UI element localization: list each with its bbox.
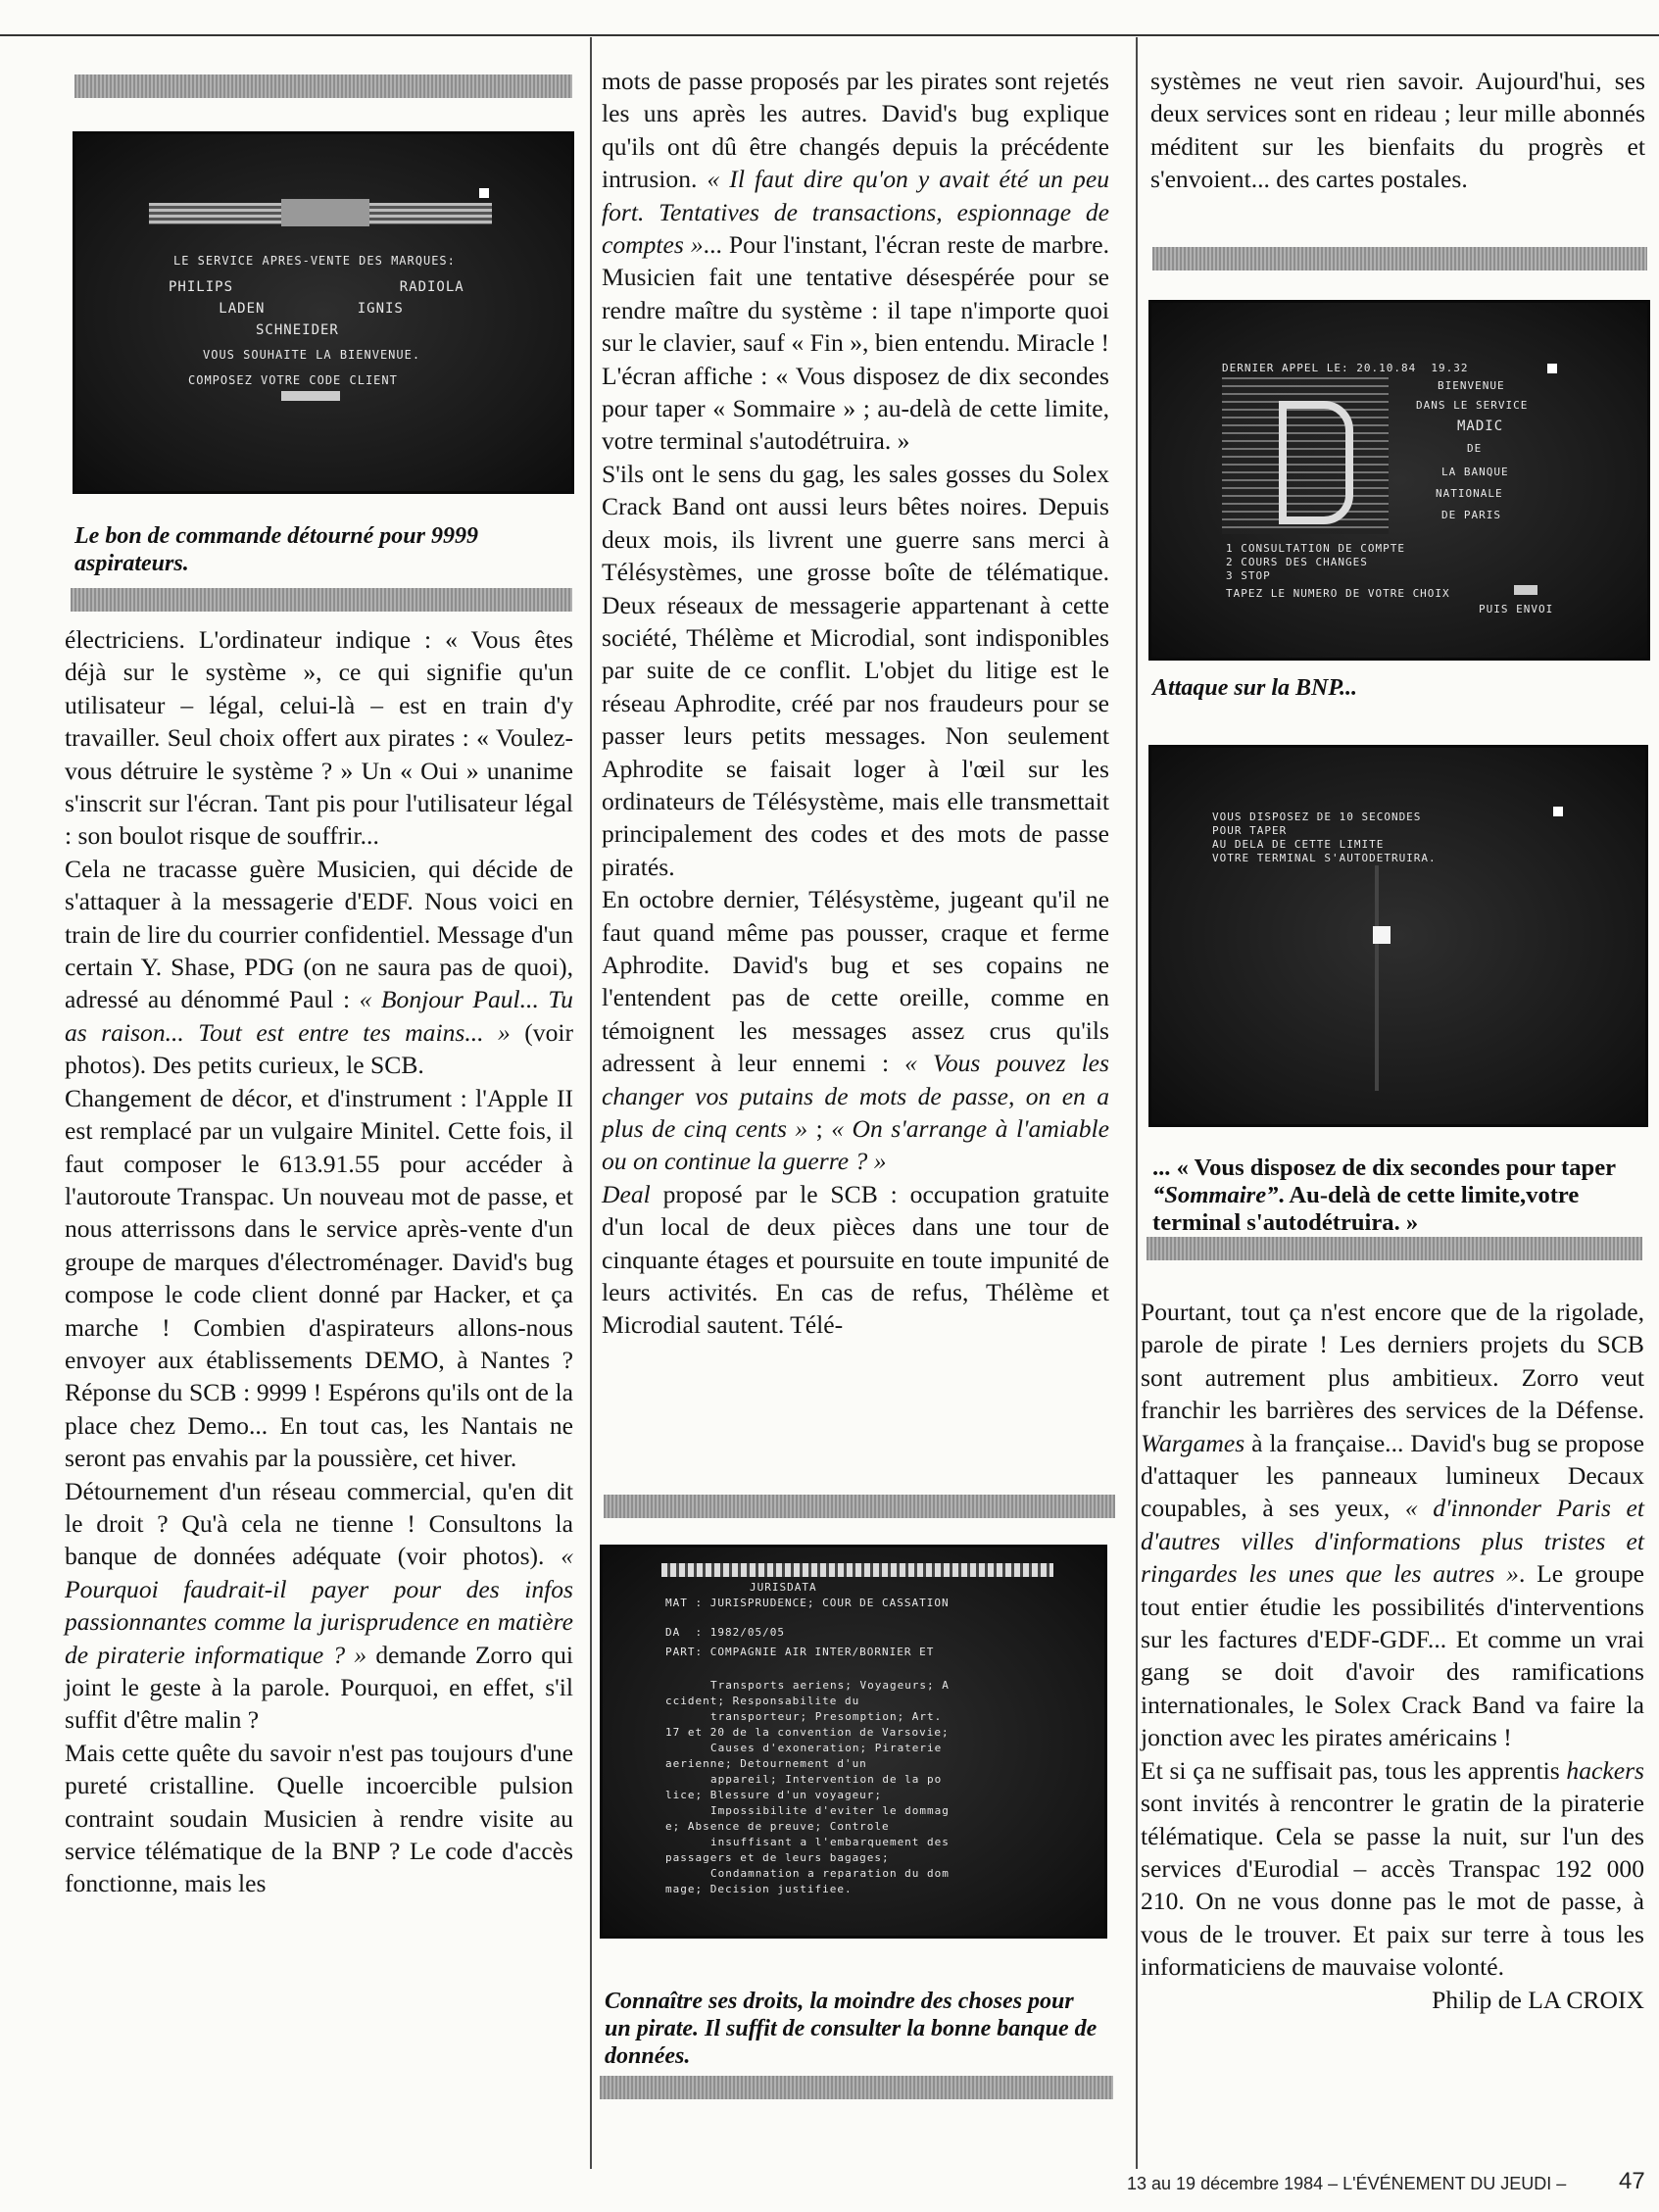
column-1-text	[65, 623, 573, 1900]
photo-timer-screen	[1148, 745, 1648, 1127]
screen-line: insuffisant a l'embarquement des	[710, 1836, 950, 1848]
paragraph: Détournement d'un réseau commercial, qu'en dit le droit ? Qu'à cela ne tienne ! Consultons la banque de données adéquate (voir photos). « Pourquoi faudrait-il payer pour des infos passionnantes comme la jurisprudence en matière de piraterie informatique ? » demande Zorro qui joint le geste à la parole. Pourquoi, en effet, s'il suffit d'être malin ?	[65, 1476, 573, 1735]
screen-line: PHILIPS RADIOLA	[169, 279, 464, 295]
caption-jurisdata: Connaître ses droits, la moindre des choses pour un pirate. Il suffit de consulter la bonne banque de données.	[605, 1989, 1098, 2069]
screen-line: 1 CONSULTATION DE COMPTE	[1226, 542, 1405, 555]
column-rule-2	[1136, 37, 1138, 2169]
grey-bar	[74, 74, 572, 98]
page-number: 47	[1619, 2168, 1645, 2194]
screen-line: LADEN IGNIS	[191, 301, 404, 317]
screen-line: transporteur; Presomption; Art.	[710, 1710, 943, 1723]
screen-line: PART: COMPAGNIE AIR INTER/BORNIER ET	[665, 1646, 935, 1658]
screen-line: Transports aeriens; Voyageurs; A	[710, 1679, 950, 1692]
paragraph: Deal proposé par le SCB : occupation gratuite d'un local de deux pièces dans une tour de cinquante étages et poursuite en toute impunité de leurs activités. En cas de refus, Thélème et Microdial sautent. Télé-	[602, 1179, 1109, 1340]
screen-line: aerienne; Detournement d'un	[665, 1757, 867, 1770]
paragraph: Cela ne tracasse guère Musicien, qui décide de s'attaquer à la messagerie d'EDF. Nous voici en train de lire du courrier confidentiel. Message d'un certain Y. Shase, PDG (on ne saura pas de quoi), adressé au dénommé Paul : « Bonjour Paul... Tu as raison... Tout est entre tes mains... » (voir photos). Des petits curieux, le SCB.	[65, 854, 574, 1080]
screen-line: passagers et de leurs bagages;	[665, 1851, 890, 1864]
screen-line: VOTRE TERMINAL S'AUTODETRUIRA.	[1212, 852, 1437, 864]
screen-line: DE	[1467, 442, 1483, 455]
screen-line: COMPOSEZ VOTRE CODE CLIENT	[188, 373, 398, 387]
caption-bnp: Attaque sur la BNP...	[1152, 675, 1357, 701]
caption-sav: Le bon de commande détourné pour 9999 aspirateurs.	[74, 523, 478, 576]
screen-line: PUIS ENVOI	[1479, 603, 1554, 615]
screen-line: MAT : JURISPRUDENCE; COUR DE CASSATION	[665, 1597, 950, 1609]
paragraph: mots de passe proposés par les pirates sont rejetés les uns après les autres. David's bug explique qu'ils ont dû être changés depuis la précédente intrusion. « Il faut dire qu'on y avait été un peu fort. Tentatives de transactions, espionnage de comptes »... Pour l'instant, l'écran reste de marbre. Musicien fait une tentative désespérée pour se rendre maître du système : il tape n'importe quoi sur le clavier, sauf « Fin », bien entendu. Miracle ! L'écran affiche : « Vous disposez de dix secondes pour taper « Sommaire » ; au-delà de cette limite, votre terminal s'autodétruira. »	[602, 67, 1110, 456]
paragraph: En octobre dernier, Télésystème, jugeant qu'il ne faut quand même pas pousser, craque et ferme Aphrodite. David's bug et ses copains ne l'entendent pas de cette oreille, comme en témoignent les messages assez crus qu'ils adressent à leur ennemi : « Vous pouvez les changer vos putains de mots de passe, on en a plus de cinq cents » ; « On s'arrange à l'amiable ou on continue la guerre ? »	[602, 885, 1110, 1176]
paragraph: électriciens. L'ordinateur indique : « Vous êtes déjà sur le système », ce qui signifie qu'un utilisateur – légal, celui-là – est en train d'y travailler. Seul choix offert aux pirates : « Voulez-vous détruire le système ? » Un « Oui » unanime s'inscrit sur l'écran. Tant pis pour l'utilisateur légal : son boulot risque de souffrir...	[65, 625, 573, 851]
grey-bar	[1147, 1237, 1642, 1260]
screen-line: lice; Blessure d'un voyageur;	[665, 1789, 883, 1801]
screen-line: LA BANQUE	[1441, 466, 1509, 478]
screen-line: e; Absence de preuve; Controle	[665, 1820, 890, 1833]
photo-bnp-screen	[1148, 300, 1650, 661]
screen-line: DA : 1982/05/05	[665, 1626, 785, 1639]
issue-footer: 13 au 19 décembre 1984 – L'ÉVÉNEMENT DU JEUDI –	[1127, 2174, 1567, 2193]
column-3-text	[1141, 1296, 1644, 2016]
screen-line: 3 STOP	[1226, 569, 1271, 582]
screen-line: NATIONALE	[1436, 487, 1503, 500]
author-signature: Philip de LA CROIX	[1432, 1985, 1644, 2014]
screen-line: Impossibilite d'eviter le dommag	[710, 1804, 950, 1817]
screen-line: 2 COURS DES CHANGES	[1226, 556, 1368, 568]
paragraph: Pourtant, tout ça n'est encore que de la rigolade, parole de pirate ! Les derniers projets du SCB sont autrement plus ambitieux. Zorro veut franchir les barrières des services de la Défense. Wargames à la française... David's bug se propose d'attaquer les panneaux lumineux Decaux coupables, à ses yeux, « d'innonder Paris et d'autres villes d'informations plus tristes et ringardes les unes que les autres ». Le groupe tout entier étudie les possibilités d'interventions sur les factures d'EDF-GDF... Et comme un vrai gang se doit d'avoir des ramifications internationales, le Solex Crack Band va faire la jonction avec les pirates américains !	[1141, 1298, 1644, 1752]
paragraph: Et si ça ne suffisait pas, tous les apprentis hackers sont invités à rencontrer le gratin de la piraterie télématique. Cela se passe la nuit, sur l'un des services d'Eurodial – accès Transpac 192 000 210. On ne vous donne pas le mot de passe, à vous de le trouver. Et paix sur terre à tous les informaticiens de mauvaise volonté.	[1141, 1755, 1644, 1982]
screen-line: TAPEZ LE NUMERO DE VOTRE CHOIX	[1226, 587, 1450, 600]
grey-bar	[1152, 247, 1647, 270]
screen-line: MADIC	[1457, 418, 1504, 434]
photo-sav-screen	[73, 131, 574, 494]
paragraph: S'ils ont le sens du gag, les sales gosses du Solex Crack Band ont aussi leurs bêtes noires. Depuis deux mois, ils livrent une guerre sans merci à Télésystèmes, une grosse boîte de télématique. Deux réseaux de messagerie appartenant à cette société, Thélème et Microdial, sont indisponibles par suite de ce conflit. L'objet du litige est le réseau Aphrodite, créé par nos fraudeurs pour se passer leurs petits messages. Non seulement Aphrodite se faisait loger à l'œil sur les ordinateurs de Télésystème, mais elle transmettait principalement des codes et des mots de passe piratés.	[602, 459, 1109, 881]
grey-bar	[604, 1495, 1115, 1518]
screen-line: DANS LE SERVICE	[1416, 399, 1529, 412]
column-3-text-top	[1150, 65, 1645, 196]
screen-line: VOUS SOUHAITE LA BIENVENUE.	[203, 348, 421, 362]
column-2-text	[602, 65, 1109, 1342]
screen-line: JURISDATA	[750, 1581, 817, 1594]
screen-line: BIENVENUE	[1438, 379, 1505, 392]
screen-line: mage; Decision justifiee.	[665, 1883, 853, 1895]
screen-line: Causes d'exoneration; Piraterie	[710, 1742, 943, 1754]
screen-line: Condamnation a reparation du dom	[710, 1867, 950, 1880]
photo-jurisdata-screen	[600, 1545, 1107, 1939]
screen-line: DERNIER APPEL LE: 20.10.84 19.32	[1222, 362, 1469, 374]
paragraph: Changement de décor, et d'instrument : l'Apple II est remplacé par un vulgaire Minitel. Cette fois, il faut composer le 613.91.55 pour accéder à l'autoroute Transpac. Un nouveau mot de passe, et nous atterrissons dans le service après-vente d'un groupe de marques d'électroménager. David's bug compose le code client donné par Hacker, et ça marche ! Combien d'aspirateurs allons-nous envoyer aux établissements DEMO, à Nantes ? Réponse du SCB : 9999 ! Espérons qu'ils ont de la place chez Demo... En tout cas, les Nantais ne seront pas envahis par la poussière, cet hiver.	[65, 1083, 573, 1473]
screen-line: SCHNEIDER	[191, 322, 339, 338]
screen-line: LE SERVICE APRES-VENTE DES MARQUES:	[173, 254, 456, 268]
caption-sommaire: ... « Vous disposez de dix secondes pour taper “Sommaire”. Au-delà de cette limite,votre terminal s'autodétruira. »	[1152, 1155, 1616, 1236]
screen-line: DE PARIS	[1441, 509, 1501, 521]
screen-line: ccident; Responsabilite du	[665, 1695, 860, 1707]
paragraph: systèmes ne veut rien savoir. Aujourd'hui, ses deux services sont en rideau ; leur mille abonnés méditent sur les bienfaits du progrès et s'envoient... des cartes postales.	[1150, 67, 1645, 194]
screen-line: appareil; Intervention de la po	[710, 1773, 943, 1786]
screen-line: POUR TAPER	[1212, 824, 1288, 837]
screen-line: VOUS DISPOSEZ DE 10 SECONDES	[1212, 811, 1422, 823]
paragraph: Mais cette quête du savoir n'est pas toujours d'une pureté cristalline. Quelle incoercible pulsion contraint soudain Musicien à rendre visite au service télématique de la BNP ? Le code d'accès fonctionne, mais les	[65, 1738, 573, 1898]
column-rule-1	[590, 37, 592, 2169]
grey-bar	[600, 2076, 1113, 2099]
screen-line: 17 et 20 de la convention de Varsovie;	[665, 1726, 950, 1739]
screen-line: AU DELA DE CETTE LIMITE	[1212, 838, 1385, 851]
top-rule	[0, 34, 1659, 36]
grey-bar	[71, 588, 572, 612]
